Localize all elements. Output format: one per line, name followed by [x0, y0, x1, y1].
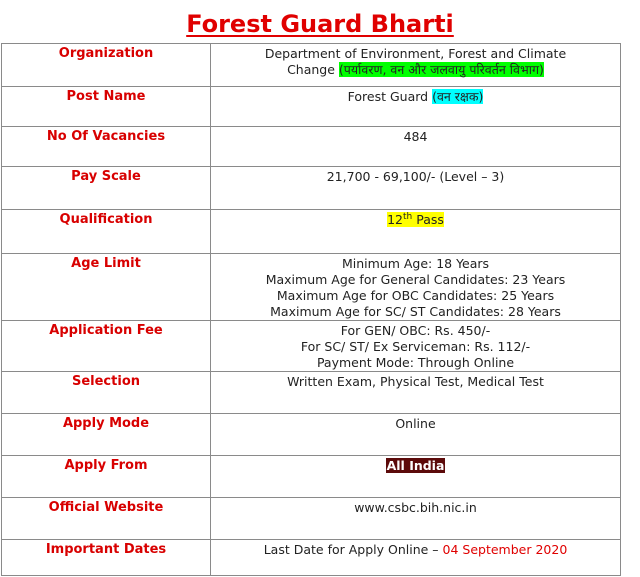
qualification-number: 12 [387, 212, 404, 227]
post-name-value [211, 87, 621, 127]
organization-line2-prefix: Change [287, 62, 339, 77]
table-row [2, 456, 621, 498]
table-row [2, 44, 621, 87]
selection-label: Selection [2, 372, 211, 414]
table-row [2, 498, 621, 540]
table-row [2, 414, 621, 456]
apply-from-value [211, 456, 621, 498]
important-dates-prefix: Last Date for Apply Online – [263, 542, 443, 557]
organization-label: Organization [2, 44, 211, 87]
official-website-label: Official Website [2, 498, 211, 540]
last-date: 04 September 2020 [442, 542, 568, 557]
table-row [2, 210, 621, 254]
organization-line1: Department of Environment, Forest and Climate [264, 46, 567, 61]
table-row [2, 540, 621, 576]
organization-value [211, 44, 621, 87]
age-limit-line: Maximum Age for SC/ ST Candidates: 28 Years [270, 304, 561, 319]
important-dates-value [211, 540, 621, 576]
post-name-label: Post Name [2, 87, 211, 127]
page-title: Forest Guard Bharti [186, 10, 454, 38]
qualification-value [211, 210, 621, 254]
application-fee-value [211, 321, 621, 372]
age-limit-line: Maximum Age for OBC Candidates: 25 Years [276, 288, 555, 303]
age-limit-label: Age Limit [2, 254, 211, 321]
selection-value: Written Exam, Physical Test, Medical Test [211, 372, 621, 414]
organization-hindi: (पर्यावरण, वन और जलवायु परिवर्तन विभाग) [338, 62, 544, 77]
apply-mode-label: Apply Mode [2, 414, 211, 456]
table-row [2, 254, 621, 321]
application-fee-label: Application Fee [2, 321, 211, 372]
qualification-suffix: Pass [412, 212, 444, 227]
post-name-english: Forest Guard [347, 89, 433, 104]
vacancies-label: No Of Vacancies [2, 127, 211, 167]
vacancies-value: 484 [211, 127, 621, 167]
pay-scale-label: Pay Scale [2, 167, 211, 210]
application-fee-line: Payment Mode: Through Online [316, 355, 515, 370]
post-name-hindi: (वन रक्षक) [432, 89, 484, 104]
table-row [2, 127, 621, 167]
official-website-value: www.csbc.bih.nic.in [211, 498, 621, 540]
qualification-sup: th [403, 211, 413, 222]
recruitment-info-table [1, 43, 621, 576]
table-row [2, 87, 621, 127]
qualification-highlight [387, 212, 444, 227]
application-fee-line: For GEN/ OBC: Rs. 450/- [340, 323, 491, 338]
table-row [2, 372, 621, 414]
apply-mode-value: Online [211, 414, 621, 456]
qualification-label: Qualification [2, 210, 211, 254]
pay-scale-value: 21,700 - 69,100/- (Level – 3) [211, 167, 621, 210]
table-row [2, 167, 621, 210]
important-dates-label: Important Dates [2, 540, 211, 576]
table-row [2, 321, 621, 372]
application-fee-line: For SC/ ST/ Ex Serviceman: Rs. 112/- [300, 339, 531, 354]
apply-from-label: Apply From [2, 456, 211, 498]
apply-from-highlight: All India [386, 458, 445, 473]
age-limit-value [211, 254, 621, 321]
age-limit-line: Maximum Age for General Candidates: 23 Years [265, 272, 566, 287]
age-limit-line: Minimum Age: 18 Years [341, 256, 490, 271]
